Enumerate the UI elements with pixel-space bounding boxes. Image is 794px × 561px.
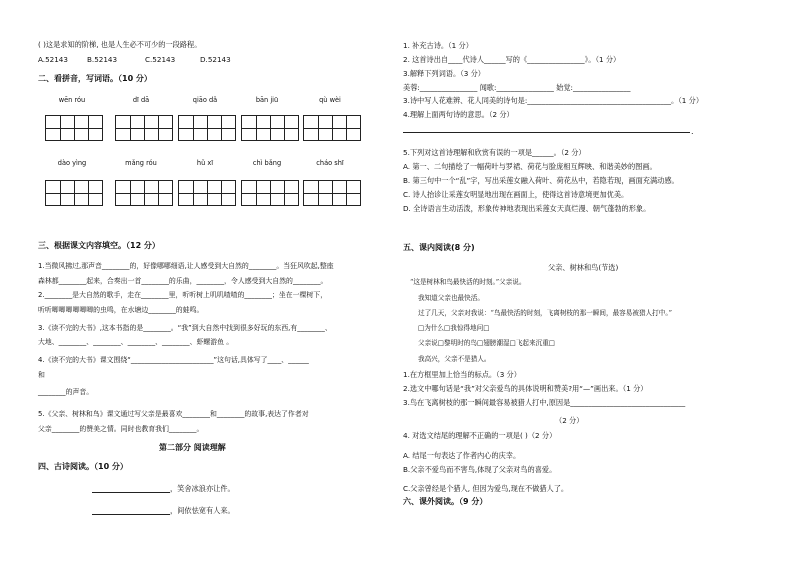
question-intro: ( )这是求知的阶梯, 也是人生必不可少的一段路程。 (38, 40, 202, 49)
pinyin-5: qù wèi (319, 96, 341, 104)
poem-q2: 2. 这首诗出自____代诗人______写的《________________》。（1 分） (403, 55, 621, 64)
option-d: D.52143 (200, 55, 231, 64)
fill-3-line-2: 大地、________、________、________、________、虾螺游鱼 。 (38, 338, 234, 346)
option-c: C.52143 (145, 55, 176, 64)
pinyin-6: dào yìng (57, 159, 87, 167)
writing-grid[interactable] (303, 115, 361, 141)
option-a: A.52143 (38, 55, 68, 64)
answer-line[interactable] (92, 492, 170, 493)
pinyin-2: dī dā (132, 96, 150, 104)
reading-q3: 3.鸟在飞离树枝的那一瞬间最容易被猎人打中,原因是________________________________ (403, 398, 686, 407)
fill-1-line-2: 森林都________起来，合奏出一首________的乐曲，________，令人感受到大自然的________。 (38, 277, 328, 285)
fill-2-line-2: 听听唧唧唧唧唧唧的虫鸣，在水塘边________的蛙鸣。 (38, 306, 204, 314)
pinyin-3: qiāo dǎ (192, 96, 218, 104)
writing-grid[interactable] (45, 115, 103, 141)
section-5-title: 五、课内阅读(8 分) (403, 243, 475, 252)
passage-p5: 父亲说□黎明时的鸟□翅膀潮湿□飞起来沉重□ (418, 339, 556, 347)
pinyin-7: mǎng róu (125, 159, 157, 167)
poem-q5-option-d: D. 全诗语言生动活泼，形象传神地表现出采莲女天真烂漫、朝气蓬勃的形象。 (403, 204, 651, 213)
fill-5-line-1: 5.《父亲、树林和鸟》课文通过写父亲是最喜欢________和________的故事,表达了作者对 (38, 410, 309, 418)
passage-p4: □为什么□我惊得地问□ (418, 324, 490, 332)
reading-q3-score: （2 分） (555, 416, 584, 425)
reading-q2: 2.选文中哪句话是“我”对父亲爱鸟的具体说明和赞美?用“—”画出来。（1 分） (403, 384, 648, 393)
writing-grid[interactable] (115, 180, 173, 206)
poem-q3a: 3.诗中写人花难辨、花人同美的诗句是:________________________________________。（1 分） (403, 96, 704, 105)
writing-grid[interactable] (45, 180, 103, 206)
poem-q3-words: 美蓉:________________ 闻歌:________________ 始觉:________________ (403, 83, 631, 92)
poem-line-2: ，间依怯宽有人来。 (170, 506, 235, 515)
poem-q5-option-b: B. 第三句中一个“乱”字，写出采莲女融入荷叶、荷花丛中，若隐若现，画面充满动感。 (403, 176, 679, 185)
writing-grid[interactable] (178, 180, 236, 206)
fill-4-line-3: ________的声音。 (38, 388, 94, 396)
poem-q4: 4.理解上面两句诗的意思。（2 分） (403, 110, 514, 119)
part-2-title: 第二部分 阅读理解 (159, 443, 226, 452)
pinyin-4: bān jiū (255, 96, 279, 104)
writing-grid[interactable] (303, 180, 361, 206)
fill-4-line-1: 4.《读不完的大书》课文围绕“________________________”这句话,具体写了____、______ (38, 356, 309, 364)
pinyin-10: cháo shī (316, 159, 344, 167)
passage-p1: “这是树林和鸟最快活的时刻。”父亲说。 (410, 278, 526, 286)
writing-grid[interactable] (115, 115, 173, 141)
section-2-title: 二、看拼音，写词语。（10 分） (38, 74, 152, 83)
answer-line[interactable] (92, 514, 170, 515)
fill-3-line-1: 3.《读不完的大书》,这本书指的是________。“我”到大自然中找到很多好玩的东西,有________、 (38, 324, 332, 332)
pinyin-8: hǔ xī (196, 159, 214, 167)
fill-5-line-2: 父亲________的赞美之情。同时也教育我们________。 (38, 425, 204, 433)
writing-grid[interactable] (241, 180, 299, 206)
poem-q3: 3.解释下列词语。（3 分） (403, 69, 485, 78)
reading-q1: 1.在方框里加上恰当的标点。（3 分） (403, 370, 521, 379)
passage-p2: 我知道父亲也最快活。 (418, 294, 484, 302)
section-3-title: 三、根据课文内容填空。（12 分） (38, 241, 160, 250)
poem-q5-option-c: C. 诗人抬诊让采莲女明显地出现在画面上，使得这首诗意境更加优美。 (403, 190, 629, 199)
reading-q4-option-c: C.父亲曾经是个猎人, 但因为爱鸟,现在不做猎人了。 (403, 484, 569, 493)
section-4-title: 四、古诗阅读。（10 分） (38, 462, 128, 471)
poem-q1: 1. 补充古诗。（1 分） (403, 41, 473, 50)
pinyin-1: wēn róu (58, 96, 86, 104)
reading-q4: 4. 对选文结尾的理解不正确的一项是( )（2 分） (403, 431, 557, 440)
poem-q5: 5.下列对这首诗理解和欣赏有误的一项是______。（2 分） (403, 148, 586, 157)
passage-p6: 我高兴，父亲不是猎人。 (418, 355, 491, 363)
reading-q4-option-a: A. 结尾一句表达了作者内心的庆幸。 (403, 451, 521, 460)
fill-1-line-1: 1.当微风拂过,那声音________的，好像哪哪细语,让人感受到大自然的________。当狂风吹起,整座 (38, 262, 334, 270)
passage-p3: 过了几天，父亲对我说：“鸟最快活的时刻，飞离树枝的那一瞬间，最容易被猎人打中。” (418, 309, 673, 317)
answer-line[interactable] (403, 132, 690, 133)
passage-title: 父亲、树林和鸟(节选) (548, 263, 619, 272)
poem-line-1: ，笑舍冰浪亦让件。 (170, 484, 235, 493)
fill-4-line-2: 和 (38, 371, 45, 379)
fill-2-line-1: 2.________是大自然的歌手，走在________里，听听树上叽叽喳喳的________；坐在一棵树下， (38, 291, 328, 299)
option-b: B.52143 (87, 55, 118, 64)
poem-q5-option-a: A. 第一、二句描绘了一幅荷叶与罗裙、荷花与脸庞相互辉映、和谐美妙的图画。 (403, 162, 657, 171)
pinyin-9: chì bǎng (252, 159, 282, 167)
section-6-title: 六、课外阅读。（9 分） (403, 497, 488, 506)
writing-grid[interactable] (241, 115, 299, 141)
reading-q4-option-b: B.父亲不爱鸟而不害鸟,体现了父亲对鸟的喜爱。 (403, 465, 557, 474)
writing-grid[interactable] (178, 115, 236, 141)
